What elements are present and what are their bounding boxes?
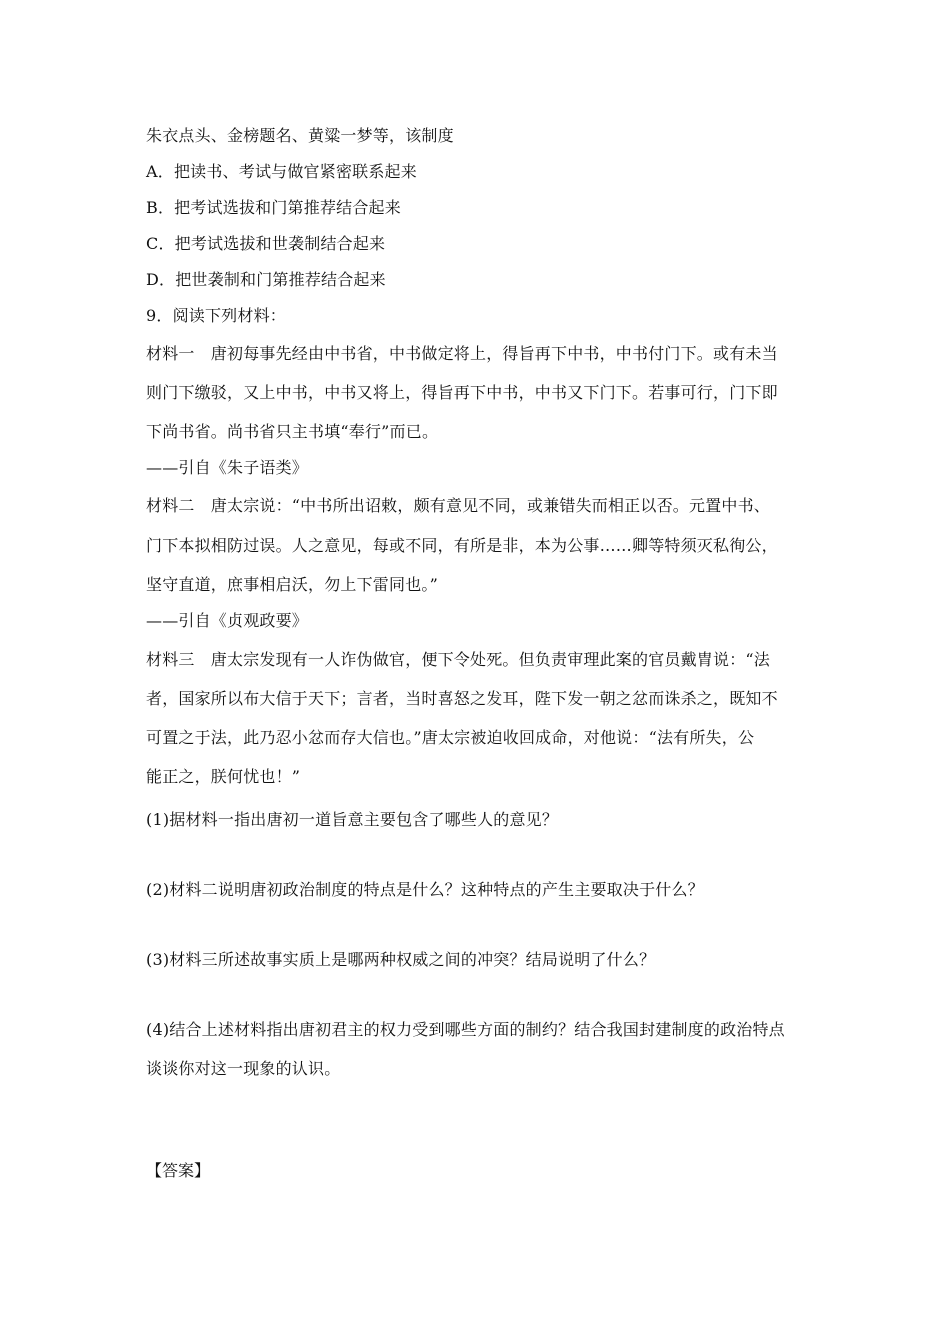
- answer-label: 【答案】: [146, 1161, 211, 1180]
- question-8-stem-tail: 朱衣点头、金榜题名、黄粱一梦等，该制度: [146, 126, 454, 145]
- material-1-source: ——引自《朱子语类》: [146, 458, 309, 477]
- material-3-line-4: 能正之，朕何忧也！”: [146, 767, 301, 786]
- option-c: C．把考试选拔和世袭制结合起来: [146, 234, 386, 253]
- sub-question-2: (2)材料二说明唐初政治制度的特点是什么？这种特点的产生主要取决于什么？: [146, 880, 704, 899]
- question-9-title: 9．阅读下列材料：: [146, 306, 286, 325]
- material-1-line-3: 下尚书省。尚书省只主书填“奉行”而已。: [146, 422, 439, 441]
- sub-question-4-line-2: 谈谈你对这一现象的认识。: [146, 1059, 341, 1078]
- material-3-line-2: 者，国家所以布大信于天下；言者，当时喜怒之发耳，陛下发一朝之忿而诛杀之，既知不: [146, 689, 778, 708]
- sub-question-3: (3)材料三所述故事实质上是哪两种权威之间的冲突？结局说明了什么？: [146, 950, 656, 969]
- material-2-line-2: 门下本拟相防过误。人之意见，每或不同，有所是非，本为公事……卿等特须灭私徇公，: [146, 536, 778, 555]
- material-3-line-3: 可置之于法，此乃忍小忿而存大信也。”唐太宗被迫收回成命，对他说：“法有所失，公: [146, 728, 755, 747]
- material-1-line-1: 材料一 唐初每事先经由中书省，中书做定将上，得旨再下中书，中书付门下。或有未当: [146, 344, 778, 363]
- material-2-line-1: 材料二 唐太宗说：“中书所出诏敕，颇有意见不同，或兼错失而相正以否。元置中书、: [146, 496, 770, 515]
- sub-question-4-line-1: (4)结合上述材料指出唐初君主的权力受到哪些方面的制约？结合我国封建制度的政治特点: [146, 1020, 785, 1039]
- option-a: A．把读书、考试与做官紧密联系起来: [146, 162, 417, 181]
- option-b: B．把考试选拔和门第推荐结合起来: [146, 198, 401, 217]
- sub-question-1: (1)据材料一指出唐初一道旨意主要包含了哪些人的意见？: [146, 810, 559, 829]
- material-3-line-1: 材料三 唐太宗发现有一人诈伪做官，便下令处死。但负责审理此案的官员戴胄说：“法: [146, 650, 770, 669]
- material-1-line-2: 则门下缴驳，又上中书，中书又将上，得旨再下中书，中书又下门下。若事可行，门下即: [146, 383, 778, 402]
- material-2-source: ——引自《贞观政要》: [146, 611, 309, 630]
- option-d: D．把世袭制和门第推荐结合起来: [146, 270, 386, 289]
- material-2-line-3: 坚守直道，庶事相启沃，勿上下雷同也。”: [146, 575, 438, 594]
